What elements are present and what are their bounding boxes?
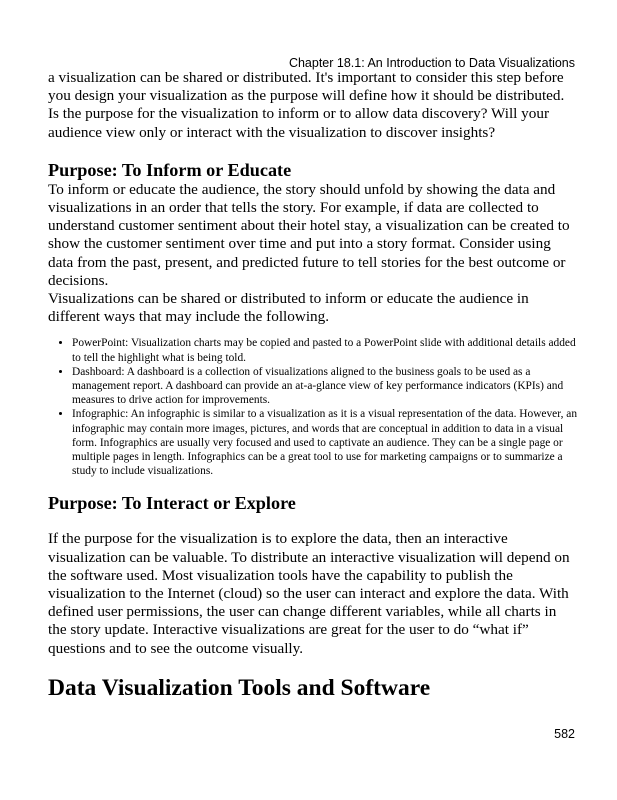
running-header: Chapter 18.1: An Introduction to Data Visualizations [288, 56, 575, 70]
tools-heading: Data Visualization Tools and Software [48, 674, 431, 701]
list-item-infographic: • Infographic: An infographic is similar to a visualization as it is a visual representation of the data. However, an infographic may contain more images, pictures, and words that are conceptual in addition to data in a visual form. Infographics are usually very focused and used to captivate an audience. They can be a single page or multiple pages in length. Infographics can be a great tool to use for marketing campaigns or to summarize a study to include visualizations. [72, 407, 578, 478]
interact-paragraph: If the purpose for the visualization is to explore the data, then an interactive visualization can be valuable. To distribute an interactive visualization will depend on the software used. Most visualization tools have the capability to publish the visualization to the Internet (cloud) so the user can interact and explore the data. With defined user permissions, the user can change different variables, while all charts in the story update. Interactive visualizations are great for the user to do “what if” questions and to see the outcome visually. [48, 530, 570, 657]
inform-heading: Purpose: To Inform or Educate [48, 159, 292, 180]
distribution-list [48, 336, 578, 478]
list-item-powerpoint: • PowerPoint: Visualization charts may be copied and pasted to a PowerPoint slide with additional details added to tell the highlight what is being told. [72, 336, 578, 364]
page-content [48, 69, 578, 702]
intro-paragraph: a visualization can be shared or distributed. It's important to consider this step before you design your visualization as the purpose will define how it should be distributed. Is the purpose for the visualization to inform or to allow data discovery? Will your audience view only or interact with the visualization to discover insights? [48, 69, 565, 141]
list-item-dashboard: • Dashboard: A dashboard is a collection of visualizations aligned to the business goals to be used as a management report. A dashboard can provide an at-a-glance view of key performance indicators (KPIs) and measures to drive action for improvements. [72, 365, 578, 408]
inform-paragraph-1: To inform or educate the audience, the story should unfold by showing the data and visualizations in an order that tells the story. For example, if data are collected to understand customer sentiment about their hotel stay, a visualization can be created to show the customer sentiment over time and put into a story format. Consider using data from the past, present, and predicted future to tell stories for the best outcome or decisions. [48, 180, 570, 289]
interact-heading: Purpose: To Interact or Explore [48, 493, 296, 514]
page-number: 582 [554, 727, 575, 741]
inform-paragraph-2: Visualizations can be shared or distributed to inform or educate the audience in different ways that may include the following. [48, 290, 529, 326]
